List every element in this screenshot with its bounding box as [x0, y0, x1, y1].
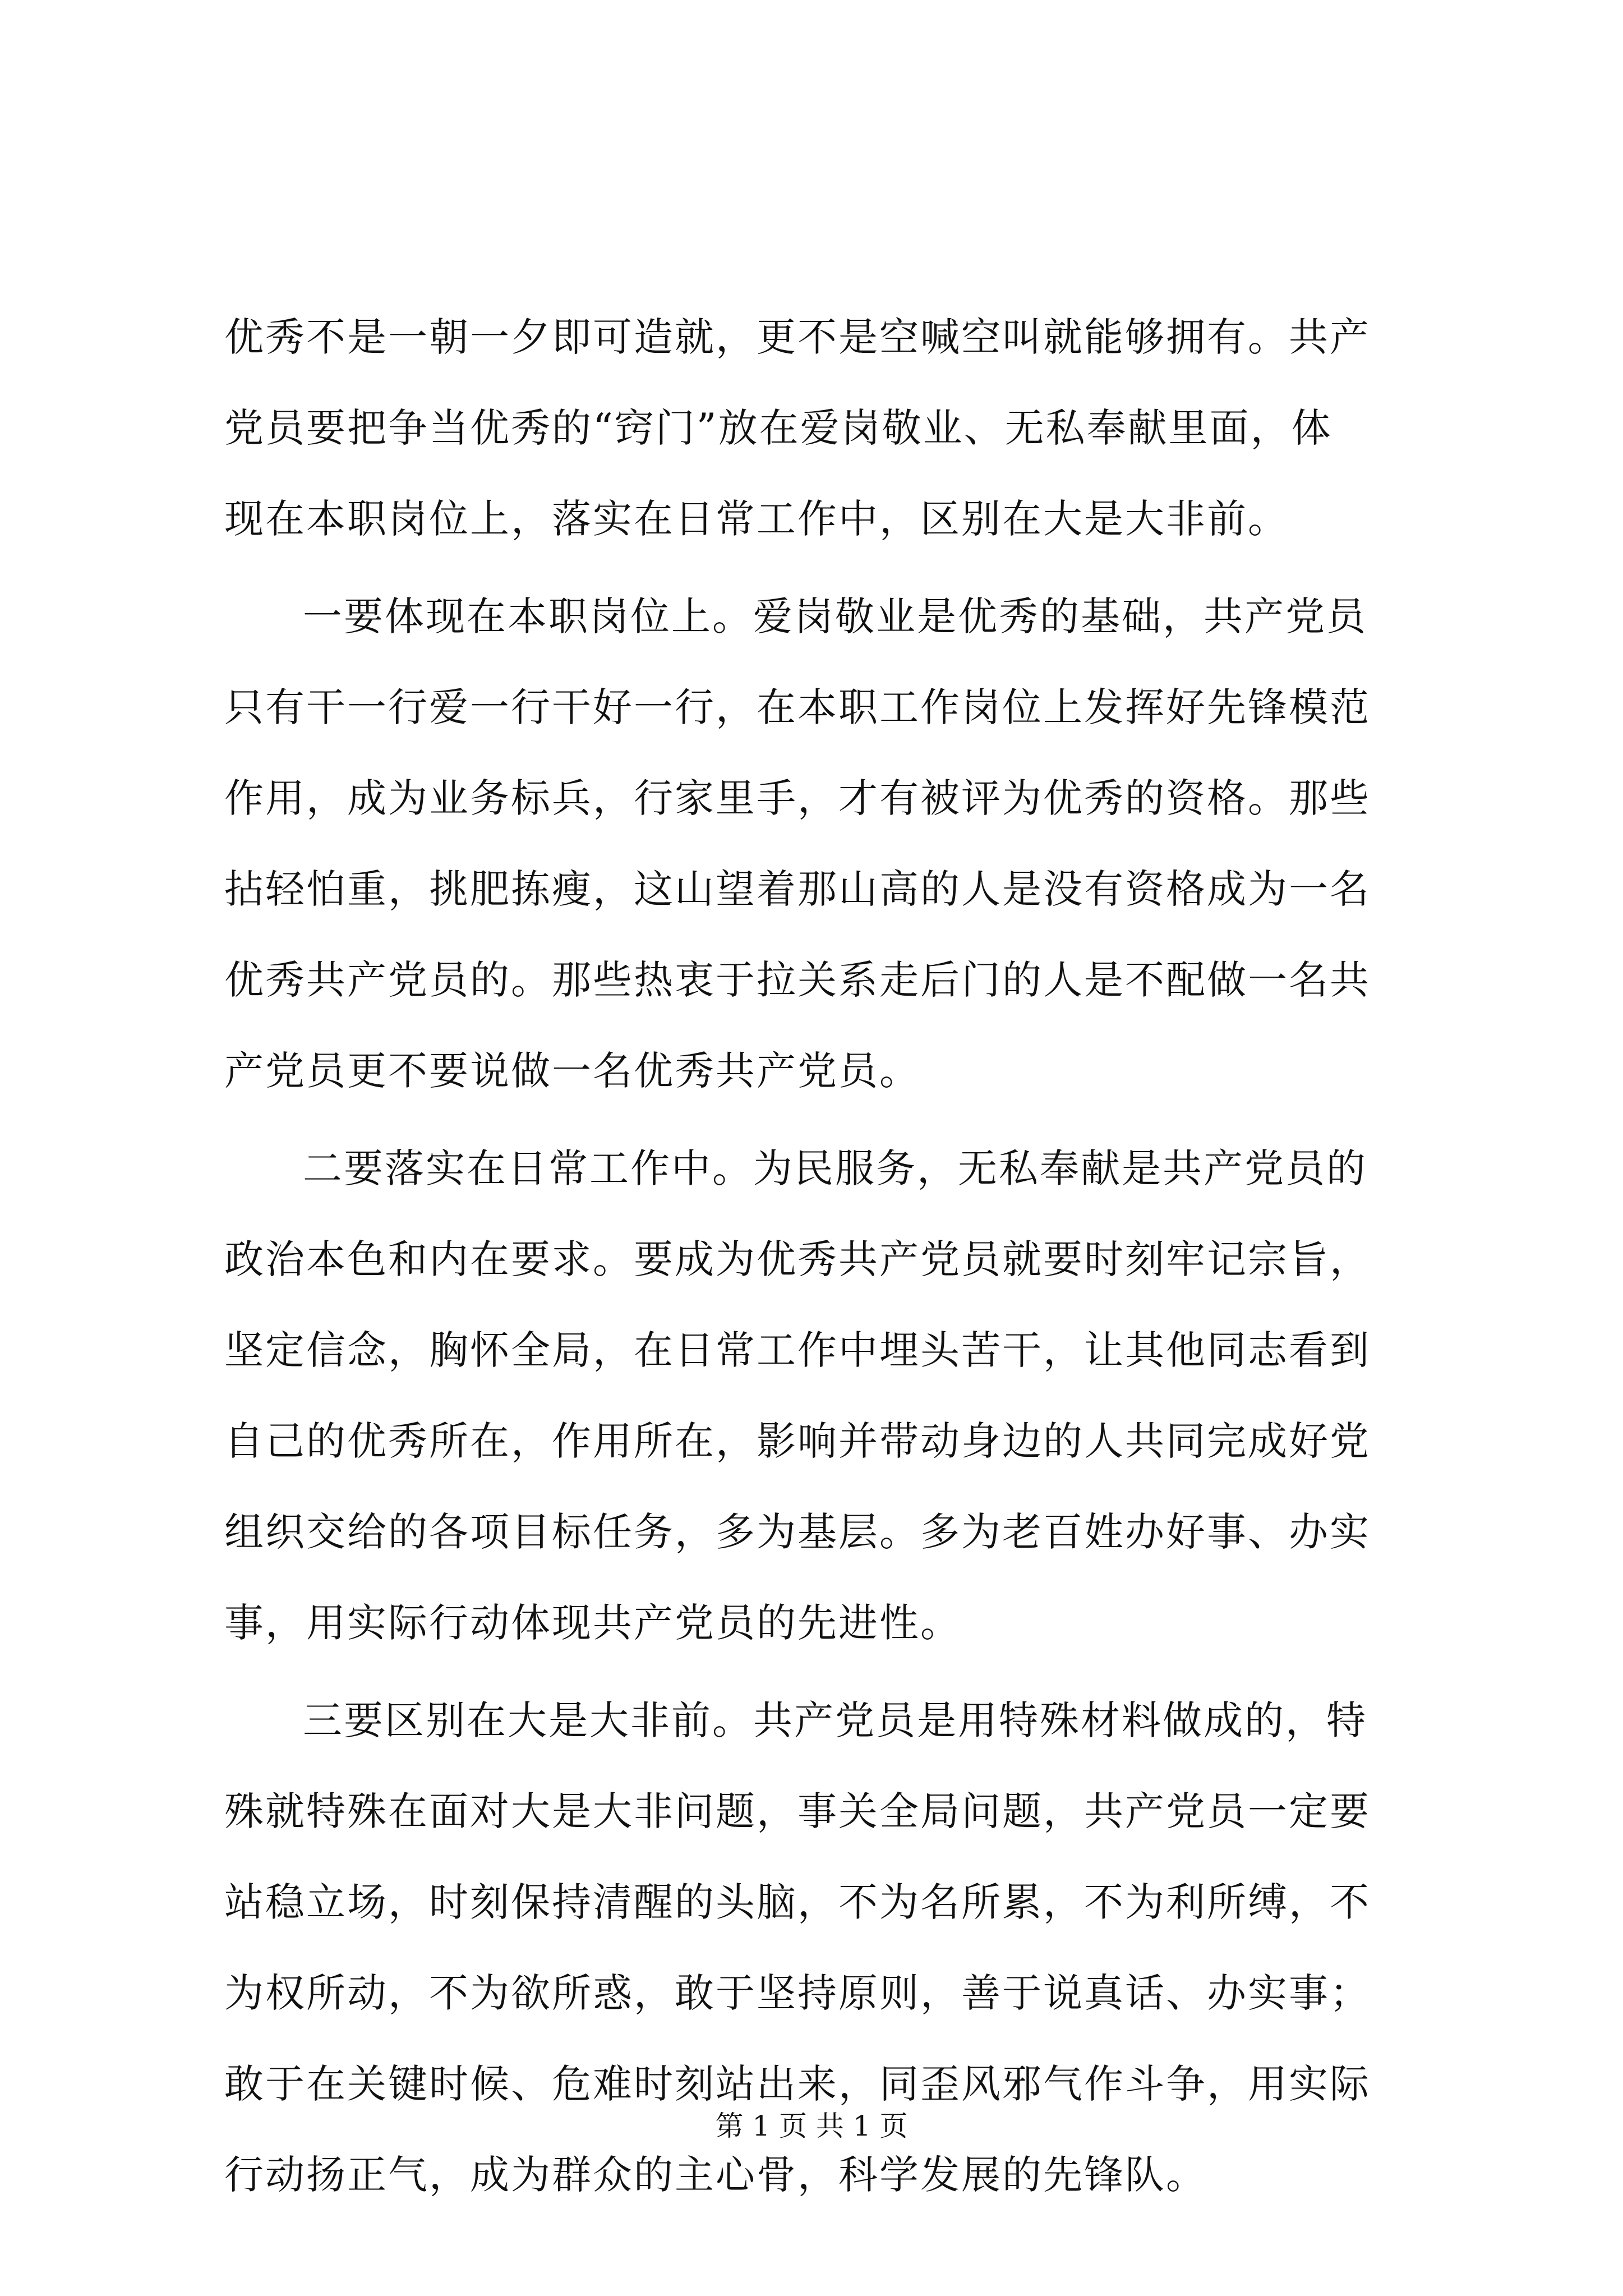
text-line: 三要区别在大是大非前。共产党员是用特殊材料做成的，特	[303, 1697, 1367, 1743]
text-line: 行动扬正气，成为群众的主心骨，科学发展的先锋队。	[224, 2152, 1207, 2198]
text-line: 殊就特殊在面对大是大非问题，事关全局问题，共产党员一定要	[224, 1788, 1371, 1834]
text-line: 为权所动，不为欲所惑，敢于坚持原则，善于说真话、办实事；	[224, 1970, 1371, 2016]
text-line: 坚定信念，胸怀全局，在日常工作中埋头苦干，让其他同志看到	[224, 1327, 1371, 1373]
text-line: 优秀共产党员的。那些热衷于拉关系走后门的人是不配做一名共	[224, 957, 1371, 1003]
text-line: 自己的优秀所在，作用所在，影响并带动身边的人共同完成好党	[224, 1418, 1371, 1464]
text-line: 作用，成为业务标兵，行家里手，才有被评为优秀的资格。那些	[224, 775, 1371, 821]
text-line: 敢于在关键时候、危难时刻站出来，同歪风邪气作斗争，用实际	[224, 2061, 1371, 2107]
text-line: 一要体现在本职岗位上。爱岗敬业是优秀的基础，共产党员	[303, 593, 1367, 639]
text-line: 只有干一行爱一行干好一行，在本职工作岗位上发挥好先锋模范	[224, 684, 1371, 730]
text-line: 二要落实在日常工作中。为民服务，无私奉献是共产党员的	[303, 1145, 1367, 1191]
text-line: 现在本职岗位上，落实在日常工作中，区别在大是大非前。	[224, 496, 1289, 542]
text-line: 拈轻怕重，挑肥拣瘦，这山望着那山高的人是没有资格成为一名	[224, 866, 1371, 912]
document-body	[224, 292, 1402, 2220]
text-line: 产党员更不要说做一名优秀共产党员。	[224, 1048, 920, 1094]
text-line: 站稳立场，时刻保持清醒的头脑，不为名所累，不为利所缚，不	[224, 1879, 1371, 1925]
text-line: 优秀不是一朝一夕即可造就，更不是空喊空叫就能够拥有。共产	[224, 314, 1371, 360]
page-footer: 第 1 页 共 1 页	[715, 2110, 908, 2142]
text-line: 组织交给的各项目标任务，多为基层。多为老百姓办好事、办实	[224, 1509, 1371, 1555]
text-line: 事，用实际行动体现共产党员的先进性。	[224, 1600, 961, 1646]
text-line: 政治本色和内在要求。要成为优秀共产党员就要时刻牢记宗旨，	[224, 1236, 1371, 1282]
text-line: 党员要把争当优秀的“窍门”放在爱岗敬业、无私奉献里面，体	[224, 405, 1332, 451]
